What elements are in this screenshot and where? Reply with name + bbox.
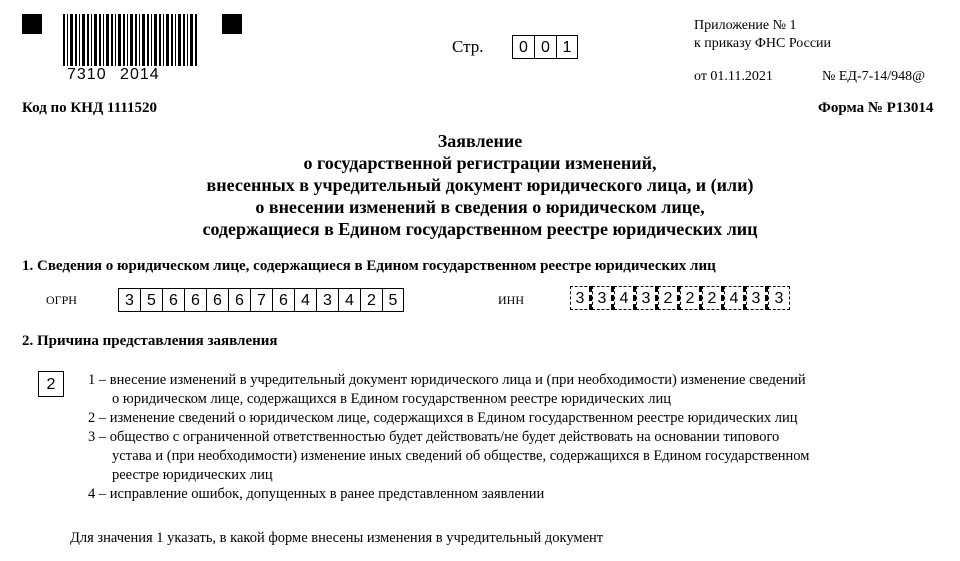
reason-item-3: 3 – общество с ограниченной ответственностью будет действовать/не будет действовать на основании типового [88, 429, 780, 445]
ogrn-digit: 6 [162, 288, 184, 312]
reason-item-1-cont: о юридическом лице, содержащихся в Едином государственном реестре юридических лиц [112, 391, 671, 407]
ogrn-digit: 4 [294, 288, 316, 312]
ogrn-digit: 6 [272, 288, 294, 312]
page-digit: 0 [534, 35, 556, 59]
inn-digit: 3 [636, 286, 658, 310]
barcode [63, 14, 198, 84]
reason-item-3-cont: реестре юридических лиц [112, 467, 273, 483]
inn-digit: 3 [570, 286, 592, 310]
title-line: Заявление [437, 131, 523, 151]
reason-field[interactable] [38, 371, 64, 397]
ogrn-digit: 3 [118, 288, 140, 312]
title-line: о государственной регистрации изменений, [303, 153, 657, 173]
ogrn-digit: 3 [316, 288, 338, 312]
ogrn-label: ОГРН [46, 293, 77, 307]
form-name: Форма № Р13014 [818, 100, 934, 116]
form-code: Код по КНД 1111520 [22, 100, 158, 116]
inn-digit: 2 [658, 286, 680, 310]
barcode-bars [63, 14, 198, 66]
title-line: о внесении изменений в сведения о юридическом лице, [255, 197, 705, 217]
inn-digit: 3 [746, 286, 768, 310]
appendix-line-2: к приказу ФНС России [694, 36, 832, 51]
page-digit: 1 [556, 35, 578, 59]
inn-digit: 3 [768, 286, 790, 310]
inn-label: ИНН [498, 293, 524, 307]
reason-note: Для значения 1 указать, в какой форме внесены изменения в учредительный документ [70, 530, 604, 546]
reason-value: 2 [38, 371, 64, 397]
title-line: содержащиеся в Едином государственном реестре юридических лиц [202, 219, 758, 239]
ogrn-digit: 4 [338, 288, 360, 312]
ogrn-digit: 6 [206, 288, 228, 312]
ogrn-digit: 6 [228, 288, 250, 312]
title-line: внесенных в учредительный документ юридического лица, и (или) [206, 175, 754, 195]
order-number: № ЕД-7-14/948@ [822, 69, 926, 84]
ogrn-field[interactable] [118, 288, 404, 312]
reason-item-3-cont: устава и (при необходимости) изменение иных сведений об обществе, содержащихся в Едином государственном [112, 448, 810, 464]
barcode-number [67, 66, 197, 86]
section-1-title: 1. Сведения о юридическом лице, содержащиеся в Едином государственном реестре юридических лиц [22, 258, 716, 274]
reason-item-2: 2 – изменение сведений о юридическом лице, содержащихся в Едином государственном реестре юридических лиц [88, 410, 798, 426]
page-digit: 0 [512, 35, 534, 59]
ogrn-digit: 5 [140, 288, 162, 312]
ogrn-digit: 7 [250, 288, 272, 312]
inn-digit: 4 [614, 286, 636, 310]
barcode-digits-right: 2014 [120, 66, 160, 83]
ogrn-digit: 5 [382, 288, 404, 312]
inn-field[interactable] [570, 286, 790, 310]
corner-marker-left [22, 14, 42, 34]
inn-digit: 4 [724, 286, 746, 310]
section-2-title: 2. Причина представления заявления [22, 333, 278, 349]
appendix-line-1: Приложение № 1 [694, 18, 797, 33]
corner-marker-right [222, 14, 242, 34]
reason-item-1: 1 – внесение изменений в учредительный документ юридического лица и (при необходимости) изменение сведений [88, 372, 806, 388]
inn-digit: 2 [702, 286, 724, 310]
inn-digit: 2 [680, 286, 702, 310]
page-label: Стр. [452, 37, 484, 56]
appendix-note [694, 17, 831, 53]
ogrn-digit: 2 [360, 288, 382, 312]
reason-item-4: 4 – исправление ошибок, допущенных в ранее представленном заявлении [88, 486, 545, 502]
order-date: от 01.11.2021 [694, 69, 773, 84]
barcode-digits-left: 7310 [67, 66, 107, 83]
document-title [0, 130, 960, 240]
ogrn-digit: 6 [184, 288, 206, 312]
page-number-field[interactable] [512, 35, 578, 59]
reason-list [88, 371, 809, 504]
inn-digit: 3 [592, 286, 614, 310]
